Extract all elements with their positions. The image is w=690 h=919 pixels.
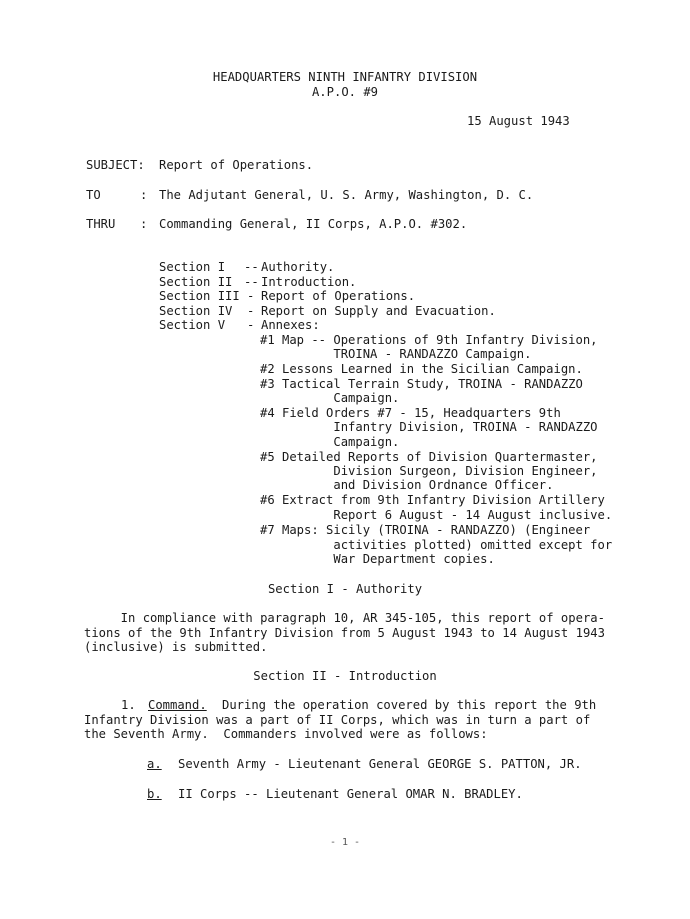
toc-section-label: Section III xyxy=(159,289,240,303)
list-item-letter: a. xyxy=(147,757,162,771)
header-title: HEADQUARTERS NINTH INFANTRY DIVISION xyxy=(212,70,478,84)
annex-line: Report 6 August - 14 August inclusive. xyxy=(282,508,613,522)
toc-separator: -- xyxy=(244,260,259,274)
section-2-line: Infantry Division was a part of II Corps, which was in turn a part of xyxy=(84,713,591,727)
toc-section-title: Authority. xyxy=(261,260,335,274)
annex-number: #2 xyxy=(260,362,275,376)
section-2-heading: Section II - Introduction xyxy=(253,669,437,683)
annex-line: Extract from 9th Infantry Division Artillery xyxy=(282,493,605,507)
toc-separator: -- xyxy=(244,275,259,289)
toc-section-title: Annexes: xyxy=(261,318,320,332)
section-2-line: the Seventh Army. Commanders involved were as follows: xyxy=(84,727,488,741)
toc-separator: - xyxy=(247,304,255,318)
list-item-letter: b. xyxy=(147,787,162,801)
annex-line: Field Orders #7 - 15, Headquarters 9th xyxy=(282,406,561,420)
to-value: The Adjutant General, U. S. Army, Washington, D. C. xyxy=(159,188,534,202)
section-1-line: (inclusive) is submitted. xyxy=(84,640,268,654)
annex-line: TROINA - RANDAZZO Campaign. xyxy=(282,347,532,361)
toc-section-label: Section V xyxy=(159,318,226,332)
annex-line: Campaign. xyxy=(282,391,400,405)
header-apo: A.P.O. #9 xyxy=(311,85,379,99)
toc-section-label: Section II xyxy=(159,275,233,289)
toc-separator: - xyxy=(247,289,255,303)
annex-line: Maps: Sicily (TROINA - RANDAZZO) (Engineer xyxy=(282,523,591,537)
annex-number: #5 xyxy=(260,450,275,464)
toc-separator: - xyxy=(247,318,255,332)
thru-label: THRU xyxy=(86,217,116,231)
section-1-line: In compliance with paragraph 10, AR 345-105, this report of opera- xyxy=(84,611,605,625)
annex-line: Detailed Reports of Division Quartermaster, xyxy=(282,450,598,464)
toc-section-title: Report on Supply and Evacuation. xyxy=(261,304,496,318)
section-2-line: During the operation covered by this report the 9th xyxy=(222,698,597,712)
paragraph-title: Command. xyxy=(148,698,207,712)
subject-value: Report of Operations. xyxy=(159,158,314,172)
annex-line: Division Surgeon, Division Engineer, xyxy=(282,464,598,478)
subject-label: SUBJECT: xyxy=(86,158,145,172)
annex-number: #6 xyxy=(260,493,275,507)
annex-number: #4 xyxy=(260,406,275,420)
annex-line: Map -- Operations of 9th Infantry Division, xyxy=(282,333,598,347)
annex-number: #7 xyxy=(260,523,275,537)
to-separator: : xyxy=(140,188,148,202)
section-1-heading: Section I - Authority xyxy=(267,582,423,596)
toc-section-label: Section I xyxy=(159,260,226,274)
section-1-line: tions of the 9th Infantry Division from 5 August 1943 to 14 August 1943 xyxy=(84,626,605,640)
list-item-text: Seventh Army - Lieutenant General GEORGE S. PATTON, JR. xyxy=(178,757,582,771)
list-item-text: II Corps -- Lieutenant General OMAR N. BRADLEY. xyxy=(178,787,523,801)
annex-number: #1 xyxy=(260,333,275,347)
thru-value: Commanding General, II Corps, A.P.O. #302. xyxy=(159,217,468,231)
annex-line: Campaign. xyxy=(282,435,400,449)
paragraph-number: 1. xyxy=(121,698,136,712)
annex-line: Tactical Terrain Study, TROINA - RANDAZZO xyxy=(282,377,583,391)
annex-line: activities plotted) omitted except for xyxy=(282,538,613,552)
toc-section-title: Introduction. xyxy=(261,275,357,289)
to-label: TO xyxy=(86,188,101,202)
thru-separator: : xyxy=(140,217,148,231)
annex-number: #3 xyxy=(260,377,275,391)
annex-line: and Division Ordnance Officer. xyxy=(282,478,554,492)
toc-section-title: Report of Operations. xyxy=(261,289,416,303)
annex-line: War Department copies. xyxy=(282,552,495,566)
page-number: - 1 - xyxy=(329,837,361,848)
document-date: 15 August 1943 xyxy=(467,114,570,128)
toc-section-label: Section IV xyxy=(159,304,233,318)
annex-line: Lessons Learned in the Sicilian Campaign. xyxy=(282,362,583,376)
annex-line: Infantry Division, TROINA - RANDAZZO xyxy=(282,420,598,434)
